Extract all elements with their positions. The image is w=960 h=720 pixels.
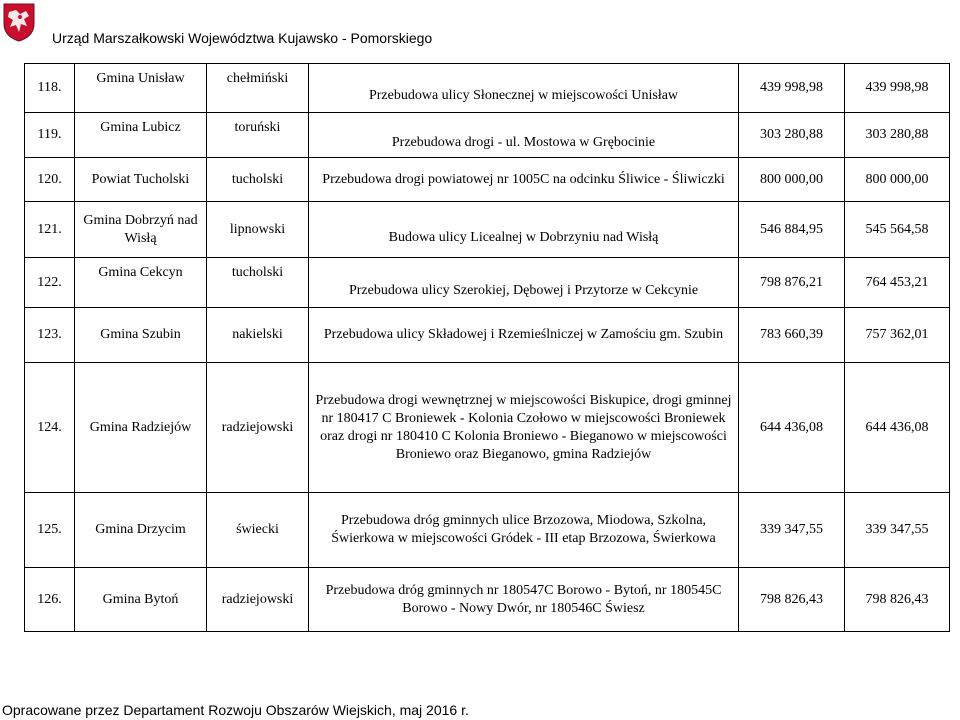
table-row: [25, 113, 950, 158]
table-row: [25, 308, 950, 363]
project-title-cell: Przebudowa dróg gminnych nr 180547C Borowo - Bytoń, nr 180545C Borowo - Nowy Dwór, nr 180546C Świesz: [309, 568, 739, 632]
row-number: 118.: [25, 64, 75, 113]
row-number: 124.: [25, 363, 75, 493]
amount-cell: 798 826,43: [845, 568, 950, 632]
amount-cell: 783 660,39: [739, 308, 845, 363]
gmina-cell: Gmina Unisław: [75, 64, 207, 113]
table-row: [25, 158, 950, 202]
powiat-cell: lipnowski: [207, 202, 309, 258]
amount-cell: 303 280,88: [845, 113, 950, 158]
gmina-cell: Gmina Szubin: [75, 308, 207, 363]
row-number: 123.: [25, 308, 75, 363]
voivodeship-coat-of-arms-icon: [2, 2, 36, 42]
gmina-cell: Gmina Cekcyn: [75, 258, 207, 308]
amount-cell: 339 347,55: [739, 493, 845, 568]
amount-cell: 339 347,55: [845, 493, 950, 568]
powiat-cell: radziejowski: [207, 363, 309, 493]
projects-table: [24, 63, 950, 632]
project-title-cell: Przebudowa drogi powiatowej nr 1005C na odcinku Śliwice - Śliwiczki: [309, 158, 739, 202]
powiat-cell: tucholski: [207, 158, 309, 202]
project-title-cell: Przebudowa dróg gminnych ulice Brzozowa, Miodowa, Szkolna, Świerkowa w miejscowości Gródek - III etap Brzozowa, Świerkowa: [309, 493, 739, 568]
row-number: 125.: [25, 493, 75, 568]
amount-cell: 439 998,98: [739, 64, 845, 113]
row-number: 120.: [25, 158, 75, 202]
gmina-cell: Gmina Bytoń: [75, 568, 207, 632]
project-title-cell: Przebudowa ulicy Słonecznej w miejscowości Unisław: [309, 64, 739, 113]
table-row: [25, 493, 950, 568]
powiat-cell: toruński: [207, 113, 309, 158]
amount-cell: 439 998,98: [845, 64, 950, 113]
project-title-cell: Przebudowa ulicy Szerokiej, Dębowej i Przytorze w Cekcynie: [309, 258, 739, 308]
powiat-cell: chełmiński: [207, 64, 309, 113]
page-title: Urząd Marszałkowski Województwa Kujawsko - Pomorskiego: [52, 30, 433, 46]
gmina-cell: Gmina Dobrzyń nad Wisłą: [75, 202, 207, 258]
page-footer: Opracowane przez Departament Rozwoju Obszarów Wiejskich, maj 2016 r.: [0, 700, 960, 720]
table-row: [25, 363, 950, 493]
row-number: 119.: [25, 113, 75, 158]
row-number: 126.: [25, 568, 75, 632]
amount-cell: 644 436,08: [845, 363, 950, 493]
row-number: 121.: [25, 202, 75, 258]
table-row: [25, 64, 950, 113]
amount-cell: 644 436,08: [739, 363, 845, 493]
powiat-cell: radziejowski: [207, 568, 309, 632]
gmina-cell: Gmina Drzycim: [75, 493, 207, 568]
powiat-cell: świecki: [207, 493, 309, 568]
project-title-cell: Przebudowa drogi - ul. Mostowa w Grębocinie: [309, 113, 739, 158]
gmina-cell: Powiat Tucholski: [75, 158, 207, 202]
powiat-cell: tucholski: [207, 258, 309, 308]
table-row: [25, 202, 950, 258]
page-header: [0, 0, 960, 56]
table-row: [25, 258, 950, 308]
amount-cell: 800 000,00: [845, 158, 950, 202]
amount-cell: 546 884,95: [739, 202, 845, 258]
amount-cell: 303 280,88: [739, 113, 845, 158]
project-title-cell: Przebudowa ulicy Składowej i Rzemieślniczej w Zamościu gm. Szubin: [309, 308, 739, 363]
amount-cell: 798 876,21: [739, 258, 845, 308]
table-row: [25, 568, 950, 632]
amount-cell: 545 564,58: [845, 202, 950, 258]
amount-cell: 764 453,21: [845, 258, 950, 308]
gmina-cell: Gmina Radziejów: [75, 363, 207, 493]
project-title-cell: Przebudowa drogi wewnętrznej w miejscowości Biskupice, drogi gminnej nr 180417 C Broniewek - Kolonia Czołowo w miejscowości Broniewek oraz drogi nr 180410 C Kolonia Broniewo - Bieganowo w miejscowości Broniewo oraz Bieganowo, gmina Radziejów: [309, 363, 739, 493]
amount-cell: 757 362,01: [845, 308, 950, 363]
row-number: 122.: [25, 258, 75, 308]
project-title-cell: Budowa ulicy Licealnej w Dobrzyniu nad Wisłą: [309, 202, 739, 258]
gmina-cell: Gmina Lubicz: [75, 113, 207, 158]
amount-cell: 800 000,00: [739, 158, 845, 202]
amount-cell: 798 826,43: [739, 568, 845, 632]
powiat-cell: nakielski: [207, 308, 309, 363]
